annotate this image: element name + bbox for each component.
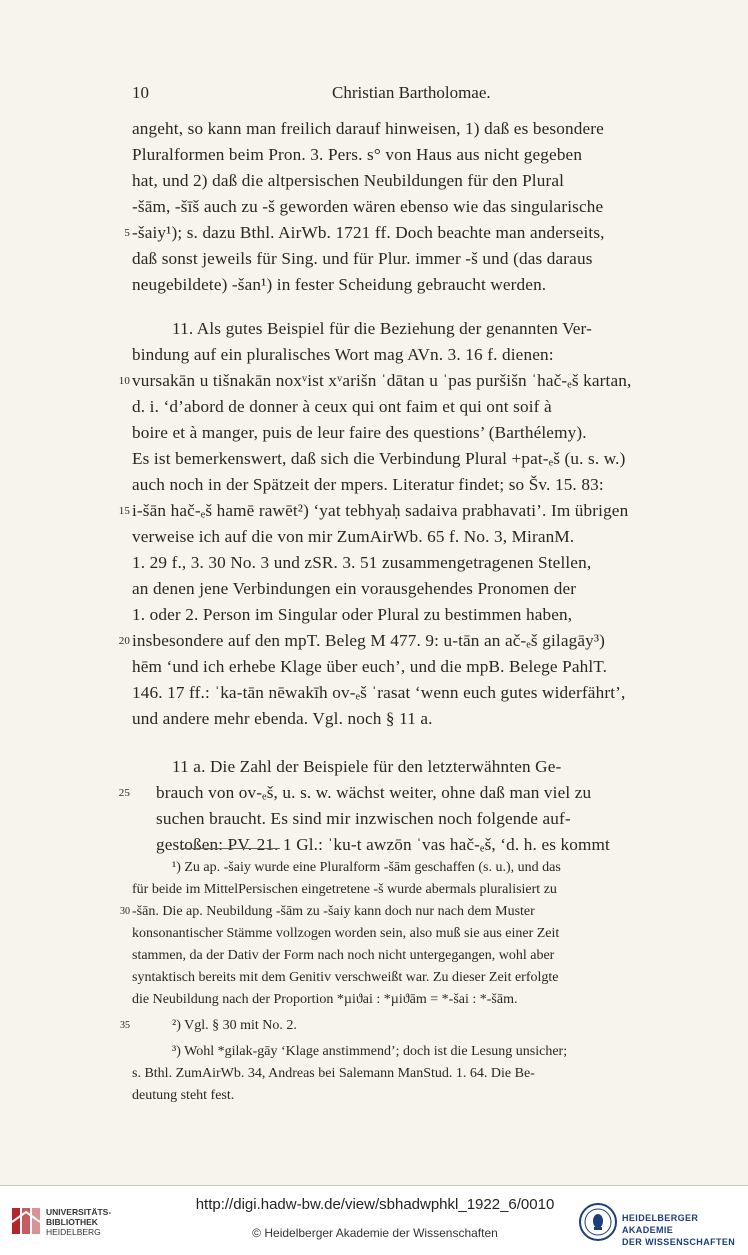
running-header [132,83,712,103]
text-line [132,806,712,832]
line-number: 30 [120,906,130,917]
line-text: 11 a. Die Zahl der Beispiele für den letzterwähnten Ge- [172,757,562,776]
text-line [132,832,712,858]
footnote-text: stammen, da der Dativ der Form nach noch nicht untergegangen, wohl aber [132,948,555,963]
library-name-line3: HEIDELBERG [46,1227,101,1237]
line-text: hat, und 2) daß die altpersischen Neubildungen für den Plural [132,171,565,190]
line-number: 5 [124,227,130,239]
copyright-notice: © Heidelberger Akademie der Wissenschaften [252,1226,498,1240]
text-line [132,394,712,420]
text-line [132,272,712,298]
academy-name-line2: DER WISSENSCHAFTEN [622,1237,736,1247]
text-line [132,446,712,472]
line-text: und andere mehr ebenda. Vgl. noch § 11 a. [132,709,433,728]
line-text: boire et à manger, puis de leur faire des questions’ (Barthélemy). [132,423,587,442]
text-line [132,246,712,272]
line-text: an denen jene Verbindungen ein vorausgehendes Pronomen der [132,579,577,598]
line-number: 10 [118,375,130,387]
footnote-text: ³) Wohl *gilak-gāy ‘Klage anstimmend’; doch ist die Lesung unsicher; [172,1044,568,1059]
text-line [118,780,712,806]
line-number: 35 [120,1020,130,1031]
footnote-line [120,1015,712,1037]
text-line [118,498,712,524]
footnote-line [132,1085,712,1107]
academy-name [622,1212,743,1248]
line-text: d. i. ‘d’abord de donner à ceux qui ont faim et qui ont soif à [132,397,552,416]
line-text: 1. 29 f., 3. 30 No. 3 und zSR. 3. 51 zusammengetragenen Stellen, [132,553,592,572]
line-text: i-šān hač-ₑš hamē rawēt²) ‘yat tebhyaḥ sadaiva prabhavati’. Im übrigen [132,501,629,520]
text-line [132,194,712,220]
line-text: 11. Als gutes Beispiel für die Beziehung der genannten Ver- [172,319,592,338]
viewer-footer [0,1185,748,1255]
line-text: angeht, so kann man freilich darauf hinweisen, 1) daß es besondere [132,119,604,138]
line-number: 25 [118,787,130,799]
line-number: 20 [118,635,130,647]
paragraph [118,754,712,858]
footnote-text: s. Bthl. ZumAirWb. 34, Andreas bei Salemann ManStud. 1. 64. Die Be- [132,1066,535,1081]
footnote-text: deutung steht fest. [132,1088,235,1103]
text-line [132,420,712,446]
footnotes [120,857,712,1107]
permalink-url[interactable]: http://digi.hadw-bw.de/view/sbhadwphkl_1922_6/0010 [195,1196,555,1213]
line-text: hēm ‘und ich erhebe Klage über euch’, und die mpB. Belege PahlT. [132,657,608,676]
library-logo[interactable] [10,1204,160,1244]
library-name-line1: UNIVERSITÄTS- [46,1207,112,1217]
footnote-line [132,857,712,879]
line-text: auch noch in der Spätzeit der mpers. Literatur findet; so Šv. 15. 83: [132,475,604,494]
footnote-line [132,923,712,945]
footnote-text: konsonantischer Stämme vollzogen worden sein, also muß sie aus einer Zeit [132,926,560,941]
paragraph [118,316,712,732]
page-number: 10 [132,83,149,102]
footnote-line [132,967,712,989]
footnote-text: -šān. Die ap. Neubildung -šām zu -šaiy kann doch nur nach dem Muster [132,904,535,919]
footnote-line [132,989,712,1011]
footnote-text: ¹) Zu ap. -šaiy wurde eine Pluralform -šām geschaffen (s. u.), und das [172,860,561,875]
line-text: -šaiy¹); s. dazu Bthl. AirWb. 1721 ff. Doch beachte man anderseits, [132,223,605,242]
line-text: bindung auf ein pluralisches Wort mag AVn. 3. 16 f. dienen: [132,345,554,364]
text-line [132,754,712,780]
paragraph [124,116,712,298]
text-line [132,602,712,628]
footnote-text: ²) Vgl. § 30 mit No. 2. [172,1018,297,1033]
main-text [118,116,712,858]
text-line [132,116,712,142]
line-text: 1. oder 2. Person im Singular oder Plural zu bestimmen haben, [132,605,573,624]
footnote-line [132,1041,712,1063]
line-text: -šām, -šīš auch zu -š geworden wären ebenso wie das singularische [132,197,604,216]
footnote-text: syntaktisch bereits mit dem Genitiv verschweißt war. Zu dieser Zeit erfolgte [132,970,559,985]
line-text: gestoßen: PV. 21. 1 Gl.: ˈku-t awzōn ˈvas hač-ₑš, ‘d. h. es kommt [156,835,610,854]
line-text: vursakān u tišnakān noxᵛist xᵛarišn ˈdātan u ˈpas puršišn ˈhač-ₑš kartan, [132,371,632,390]
running-title: Christian Bartholomae. [332,83,491,102]
text-line [132,168,712,194]
footnote-line [132,945,712,967]
text-line [132,706,712,732]
academy-logo[interactable] [578,1202,743,1246]
line-text: Es ist bemerkenswert, daß sich die Verbindung Plural +pat-ₑš (u. s. w.) [132,449,626,468]
line-text: insbesondere auf den mpT. Beleg M 477. 9: u-tān an ač-ₑš gilagāy³) [132,631,606,650]
footnote-line [132,1063,712,1085]
line-text: verweise ich auf die von mir ZumAirWb. 65 f. No. 3, MiranM. [132,527,575,546]
library-name [46,1207,111,1237]
line-text: 146. 17 ff.: ˈka-tān nēwakīh ov-ₑš ˈrasat ‘wenn euch gutes widerfährt’, [132,683,626,702]
footnote-separator [180,848,280,849]
text-line [132,680,712,706]
line-text: Pluralformen beim Pron. 3. Pers. s° von Haus aus nicht gegeben [132,145,583,164]
text-line [132,654,712,680]
text-line [132,472,712,498]
text-line [132,550,712,576]
hadw-seal-icon [578,1202,618,1242]
footnote-text: für beide im MittelPersischen eingetretene -š wurde abermals pluralisiert zu [132,882,557,897]
text-line [118,628,712,654]
text-line [132,524,712,550]
line-text: neugebildete) -šan¹) in fester Scheidung gebraucht werden. [132,275,547,294]
line-text: suchen braucht. Es sind mir inzwischen noch folgende auf- [156,809,571,828]
footnote-text: die Neubildung nach der Proportion *µiϑai : *µiϑām = *-šai : *-šām. [132,992,518,1007]
text-line [124,220,712,246]
line-text: daß sonst jeweils für Sing. und für Plur. immer -š und (das daraus [132,249,593,268]
text-line [132,342,712,368]
text-line [118,368,712,394]
ub-heidelberg-icon [10,1204,44,1238]
text-line [132,576,712,602]
academy-name-line1: HEIDELBERGER AKADEMIE [622,1213,699,1235]
text-line [132,142,712,168]
line-text: brauch von ov-ₑš, u. s. w. wächst weiter, ohne daß man viel zu [156,783,592,802]
footnote-line [120,901,712,923]
library-name-line2: BIBLIOTHEK [46,1217,98,1227]
text-line [132,316,712,342]
line-number: 15 [118,505,130,517]
footnote-line [132,879,712,901]
